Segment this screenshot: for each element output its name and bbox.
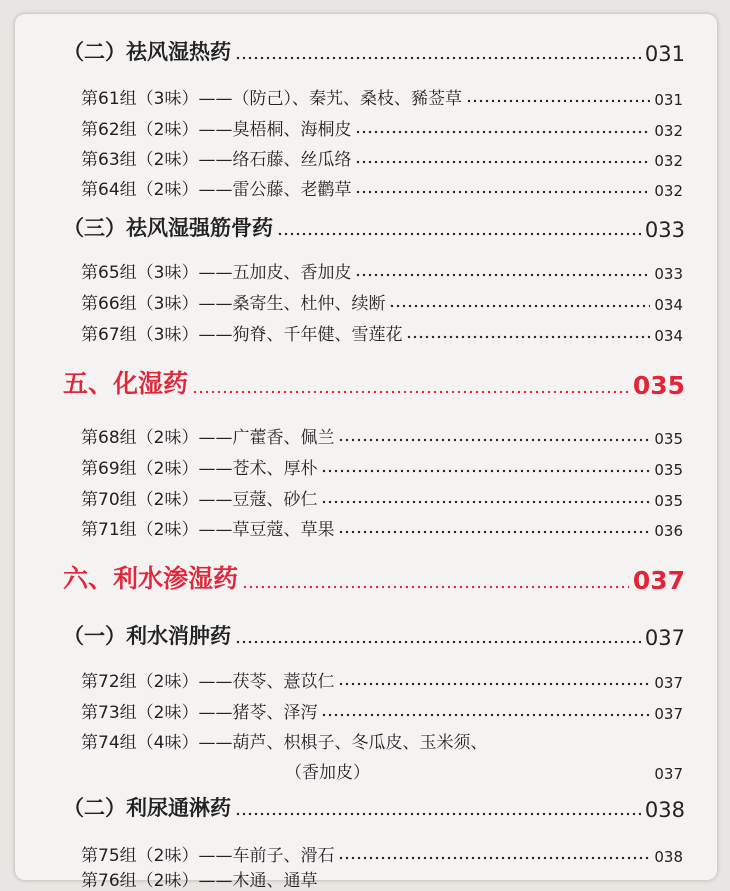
toc-entry — [81, 115, 683, 140]
leader-dots — [321, 500, 650, 504]
toc-section-heading — [63, 559, 685, 595]
toc-label: 第62组（2味）——臭梧桐、海桐皮 — [81, 120, 352, 140]
toc-page-number: 031 — [644, 42, 685, 66]
toc-label: 第63组（2味）——络石藤、丝瓜络 — [81, 150, 352, 170]
toc-entry — [81, 454, 683, 479]
toc-label: （一）利水消肿药 — [63, 624, 231, 648]
toc-subheading — [63, 212, 685, 242]
toc-subheading — [63, 36, 685, 66]
toc-label: 第61组（3味）——（防己）、秦艽、桑枝、豨莶草 — [81, 89, 462, 109]
leader-dots — [235, 56, 641, 60]
toc-page-number: 035 — [654, 430, 683, 448]
toc-page-number: 032 — [654, 122, 683, 140]
leader-dots — [338, 438, 650, 442]
toc-page-number: 035 — [654, 461, 683, 479]
toc-label: 六、利水渗湿药 — [63, 564, 239, 593]
toc-entry — [81, 320, 683, 345]
toc-label: 第75组（2味）——车前子、滑石 — [81, 846, 335, 866]
toc-label: （三）祛风湿强筋骨药 — [63, 216, 273, 240]
toc-subheading — [63, 620, 685, 650]
toc-label: 第67组（3味）——狗脊、千年健、雪莲花 — [81, 325, 403, 345]
toc-page-number: 037 — [654, 674, 683, 692]
leader-dots — [277, 232, 641, 236]
toc-label: 第65组（3味）——五加皮、香加皮 — [81, 263, 352, 283]
toc-label: 第74组（4味）——葫芦、枳椇子、冬瓜皮、玉米须、 — [81, 733, 488, 753]
toc-page-number: 032 — [654, 152, 683, 170]
leader-dots — [338, 530, 650, 534]
book-page — [15, 14, 717, 891]
leader-dots — [355, 160, 650, 164]
toc-entry-continuation — [285, 758, 683, 783]
toc-page-number: 038 — [644, 798, 685, 822]
toc-label: 第71组（2味）——草豆蔻、草果 — [81, 520, 335, 540]
toc-entry — [81, 258, 683, 283]
toc-entry — [81, 289, 683, 314]
toc-label: （二）利尿通淋药 — [63, 796, 231, 820]
leader-dots — [355, 190, 650, 194]
toc-entry — [81, 84, 683, 109]
toc-label: 第69组（2味）——苍术、厚朴 — [81, 459, 318, 479]
leader-dots — [338, 856, 650, 860]
toc-page-number: 032 — [654, 182, 683, 200]
leader-dots — [466, 99, 650, 103]
toc-section-heading — [63, 364, 685, 400]
toc-page-number: 033 — [654, 265, 683, 283]
toc-entry — [81, 698, 683, 723]
toc-label: 第66组（3味）——桑寄生、杜仲、续断 — [81, 294, 386, 314]
toc-page-number: 035 — [654, 492, 683, 510]
toc-entry — [81, 175, 683, 200]
toc-entry — [81, 145, 683, 170]
toc-entry — [81, 667, 683, 692]
toc-label: （二）祛风湿热药 — [63, 40, 231, 64]
toc-page-number: 037 — [654, 705, 683, 723]
toc-label: 第72组（2味）——茯苓、薏苡仁 — [81, 672, 335, 692]
leader-dots — [338, 682, 650, 686]
leader-dots — [235, 640, 641, 644]
toc-page-number: 038 — [654, 848, 683, 866]
leader-dots — [389, 304, 650, 308]
toc-page-number: 036 — [654, 522, 683, 540]
toc-label-continued: （香加皮） — [285, 763, 370, 783]
toc-label: 第64组（2味）——雷公藤、老鹳草 — [81, 180, 352, 200]
toc-page-number: 037 — [632, 566, 685, 595]
toc-label: 第73组（2味）——猪苓、泽泻 — [81, 703, 318, 723]
toc-entry — [81, 515, 683, 540]
leader-dots — [355, 273, 650, 277]
toc-entry-partial — [81, 866, 683, 891]
leader-dots — [242, 585, 629, 589]
toc-subheading — [63, 792, 685, 822]
toc-label: 第68组（2味）——广藿香、佩兰 — [81, 428, 335, 448]
leader-dots — [321, 469, 650, 473]
toc-page-number: 037 — [654, 765, 683, 783]
leader-dots — [235, 812, 641, 816]
toc-page-number: 031 — [654, 91, 683, 109]
toc-page-number: 034 — [654, 296, 683, 314]
toc-page-number: 034 — [654, 327, 683, 345]
leader-dots — [355, 130, 650, 134]
toc-page-number: 035 — [632, 371, 685, 400]
leader-dots — [321, 713, 650, 717]
toc-entry — [81, 841, 683, 866]
leader-dots — [192, 390, 629, 394]
toc-label: 五、化湿药 — [63, 369, 189, 398]
toc-page-number: 033 — [644, 218, 685, 242]
toc-page-number: 037 — [644, 626, 685, 650]
toc-entry — [81, 728, 683, 753]
toc-entry — [81, 485, 683, 510]
toc-entry — [81, 423, 683, 448]
toc-label: 第76组（2味）——木通、通草 — [81, 871, 318, 891]
toc-label: 第70组（2味）——豆蔻、砂仁 — [81, 490, 318, 510]
leader-dots — [406, 335, 650, 339]
